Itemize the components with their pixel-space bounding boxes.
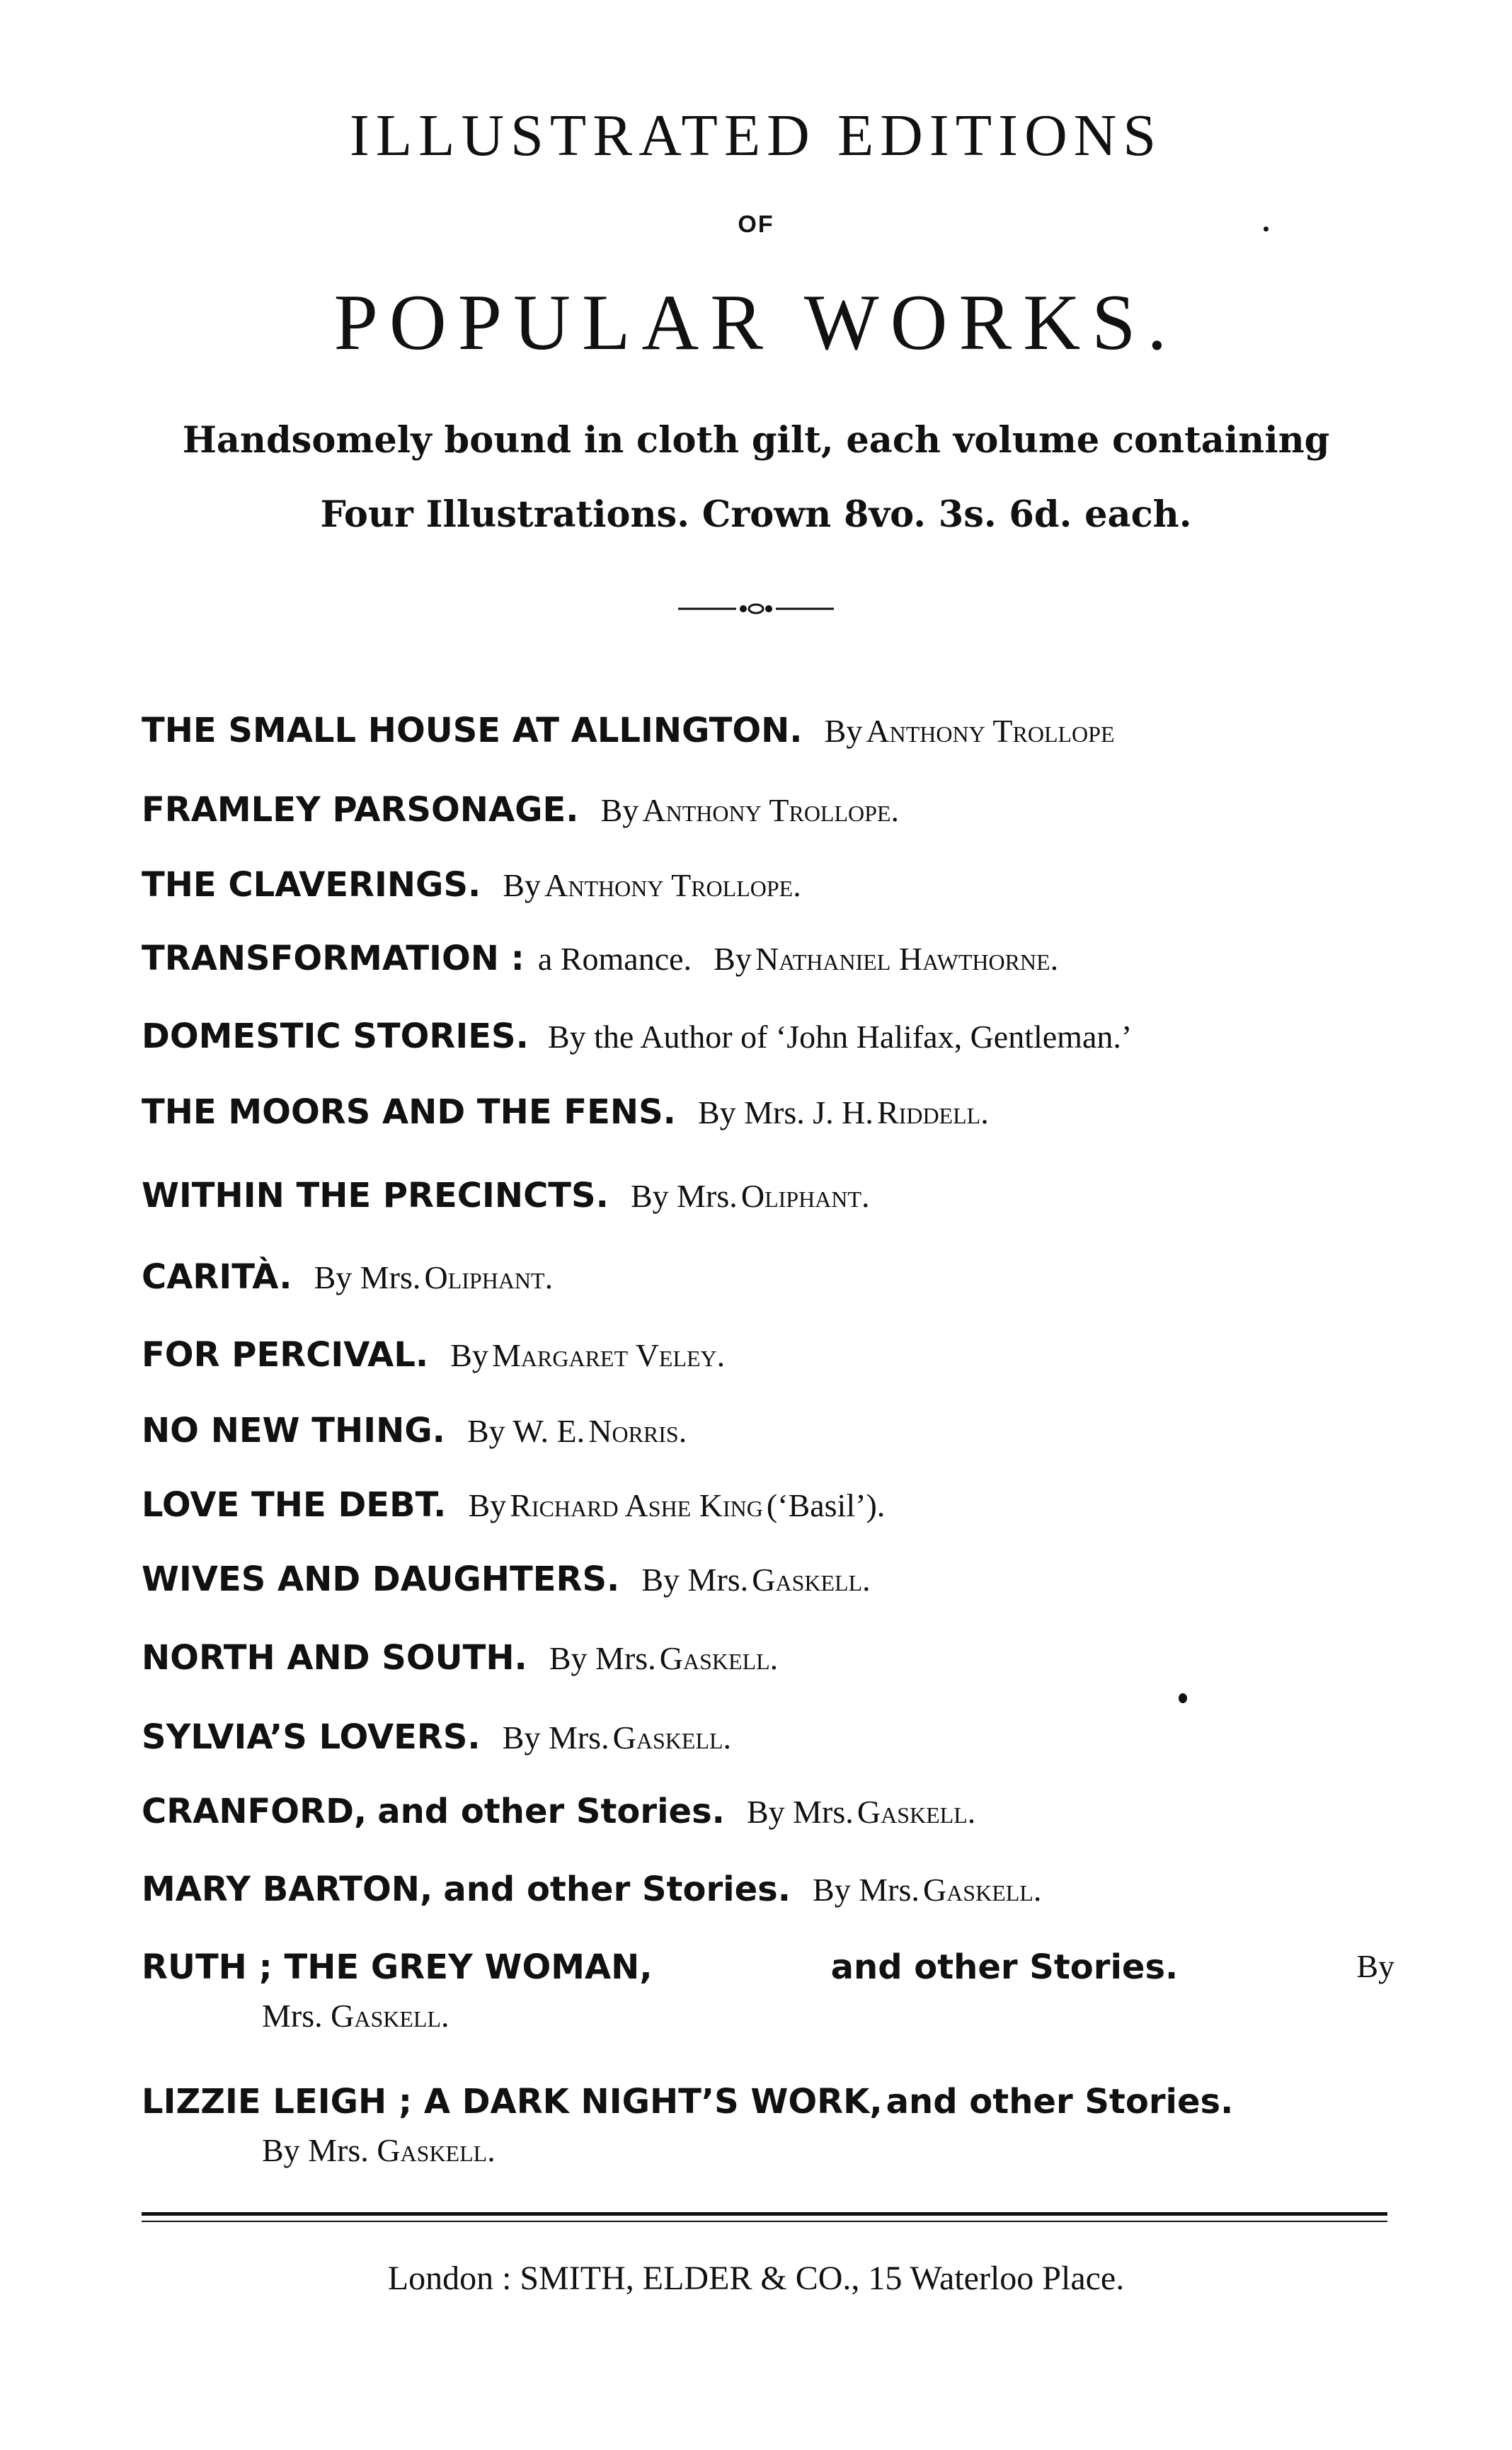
book-title: WITHIN THE PRECINCTS. [142,1176,609,1215]
book-by: By [468,1487,507,1523]
book-by: By [450,1337,488,1373]
book-author: Gaskell. [752,1562,871,1598]
book-title: CARITÀ. [142,1257,292,1297]
publisher-imprint: London : SMITH, ELDER & CO., 15 Waterloo Place. [387,2260,1125,2297]
book-title: CRANFORD, [142,1792,367,1831]
book-author: Gaskell. [612,1719,732,1756]
book-title: LOVE THE DEBT. [142,1485,447,1525]
book-by: By [600,792,639,828]
book-title: RUTH ; THE GREY WOMAN, [142,1947,653,1987]
book-title: THE MOORS AND THE FENS. [142,1092,676,1132]
book-by: By Mrs. [641,1562,749,1598]
book-title-line [142,2082,1402,2122]
book-by: By Mrs. [502,1719,609,1756]
intro-line-1: Handsomely bound in cloth gilt, each volume containing [182,419,1330,462]
ink-speck [1179,1693,1187,1703]
book-title: WIVES AND DAUGHTERS. [142,1559,620,1599]
book-title: NORTH AND SOUTH. [142,1638,527,1678]
book-author: Margaret Veley. [492,1337,726,1373]
book-title: THE CLAVERINGS. [142,865,481,905]
book-by: By Mrs. [813,1872,920,1908]
book-by: By Mrs. [314,1259,421,1295]
book-subtitle: and other Stories. [377,1792,725,1831]
book-entry [142,1870,1402,1909]
book-author: Norris. [588,1413,687,1449]
book-by: By Mrs. [262,2132,369,2168]
book-by: By Mrs. [549,1640,656,1676]
heading-popular-works: POPULAR WORKS. [333,279,1179,367]
book-entry [142,1176,1402,1215]
book-author: Oliphant. [740,1178,870,1214]
book-entry [142,1792,1402,1831]
book-author: Anthony Trollope. [642,792,899,828]
intro-line-2: Four Illustrations. Crown 8vo. 3s. 6d. each. [320,493,1192,536]
footer-rule-thick [142,2212,1387,2216]
book-author: Anthony Trollope. [544,867,801,903]
book-entry [142,1092,1402,1132]
book-entry [142,1257,1402,1297]
footer-rule-thin [142,2221,1387,2222]
book-by: By Mrs. [630,1178,738,1214]
book-author: Gaskell. [857,1794,976,1830]
book-author: Richard Ashe King [510,1487,763,1523]
ornament-divider [678,600,834,617]
book-author: Gaskell. [922,1872,1042,1908]
book-author: Gaskell. [659,1640,779,1676]
book-subtitle: and other Stories. [443,1870,791,1909]
book-entry [142,939,1402,978]
book-entry [142,1947,1402,2034]
book-author-line [262,2134,1402,2167]
book-entry [142,2082,1402,2168]
book-by: By Mrs. [746,1794,854,1830]
book-entry [142,711,1402,750]
book-by: By Mrs. J. H. [697,1094,874,1130]
book-title: TRANSFORMATION : [142,939,525,978]
book-by: By [503,867,542,903]
book-entry [142,790,1402,830]
book-entry [142,1335,1402,1375]
book-by: By [824,713,863,749]
book-entry [142,865,1402,905]
book-entry [142,1411,1402,1450]
book-extra: a Romance. [537,941,692,977]
book-title: LIZZIE LEIGH ; A DARK NIGHT’S WORK, [142,2082,883,2122]
book-entry [142,1485,1402,1525]
book-by: By [714,941,752,977]
book-author: Gaskell. [377,2132,496,2168]
book-author: Oliphant. [424,1259,554,1295]
book-by: By [1356,1948,1394,1984]
book-title: DOMESTIC STORIES. [142,1017,529,1056]
book-by-continued: Mrs. [262,1998,323,2034]
book-title: FRAMLEY PARSONAGE. [142,790,579,830]
book-note: By the Author of ‘John Halifax, Gentleman.’ [547,1019,1133,1055]
book-author: Nathaniel Hawthorne. [755,941,1059,977]
book-entry [142,1638,1402,1678]
intro-paragraph [106,403,1406,552]
book-entry [142,1717,1402,1757]
book-entry [142,1559,1402,1599]
book-entry [142,1017,1402,1056]
book-title: MARY BARTON, [142,1870,433,1909]
book-author: Anthony Trollope [866,713,1115,749]
book-title: FOR PERCIVAL. [142,1335,429,1375]
heading-illustrated-editions: ILLUSTRATED EDITIONS [349,103,1163,168]
book-by: By W. E. [466,1413,585,1449]
book-title: THE SMALL HOUSE AT ALLINGTON. [142,711,803,750]
book-title: NO NEW THING. [142,1411,445,1450]
book-subtitle: and other Stories. [830,1947,1179,1987]
book-author-line [262,2000,1402,2032]
book-subtitle: and other Stories. [886,2082,1234,2122]
book-pseudonym: (‘Basil’). [766,1487,886,1523]
book-title-line [142,1947,1394,1987]
heading-of: OF [738,211,774,238]
ink-speck [1264,227,1268,231]
book-author: Gaskell. [331,1998,449,2034]
book-author: Riddell. [877,1094,989,1130]
book-title: SYLVIA’S LOVERS. [142,1717,481,1757]
